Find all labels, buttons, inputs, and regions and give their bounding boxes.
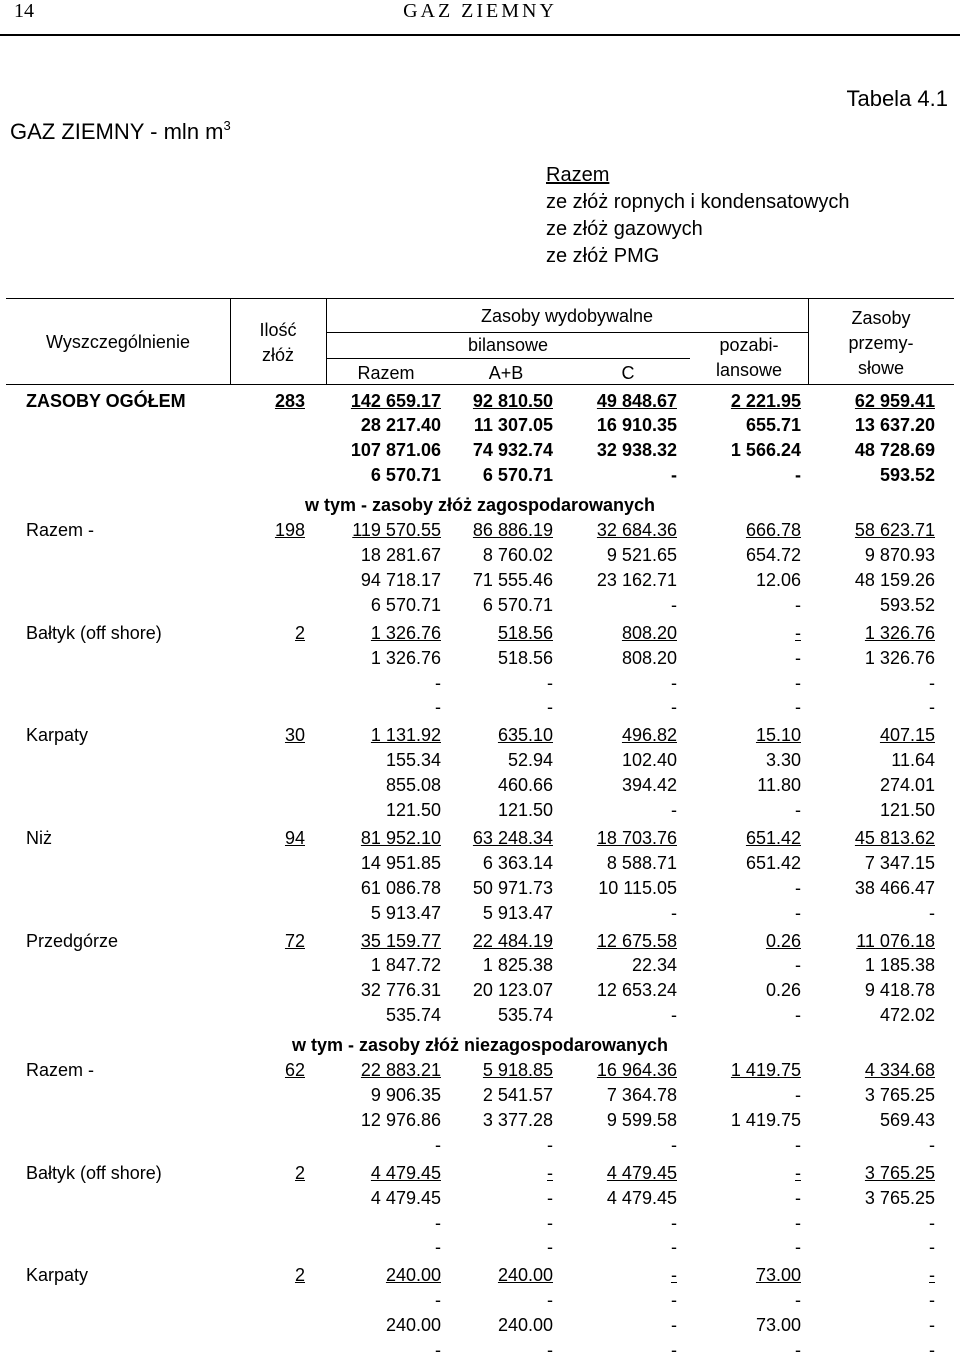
table-cell: -	[547, 1290, 553, 1311]
table-cell: 666.78	[745, 520, 801, 541]
table-cell: -	[671, 1340, 677, 1360]
header-razem: Razem	[357, 363, 415, 383]
page-number: 14	[14, 0, 34, 22]
table-cell: 4 479.45	[606, 1162, 677, 1183]
table-cell: -	[671, 1315, 677, 1336]
table-cell: 119 570.55	[352, 520, 441, 541]
table-cell: 11 307.05	[473, 415, 553, 436]
table-cell: 8 760.02	[482, 545, 553, 565]
table-cell: 94 718.17	[360, 569, 441, 590]
row-label: Bałtyk (off shore)	[26, 622, 162, 643]
table-label: Tabela 4.1	[846, 86, 948, 111]
table-cell: 22 883.21	[360, 1060, 441, 1081]
table-cell: 52.94	[507, 750, 553, 771]
table-cell: -	[795, 594, 801, 615]
table-cell: 38 466.47	[854, 877, 935, 898]
table-cell: 808.20	[621, 622, 677, 643]
table-cell: -	[795, 955, 801, 976]
table-cell: -	[547, 1340, 553, 1360]
table-cell: 274.01	[879, 775, 935, 796]
table-cell: 1 825.38	[482, 955, 553, 976]
section-heading: w tym - zasoby złóż niezagospodarowanych	[291, 1035, 669, 1056]
table-cell: 3 765.25	[864, 1187, 935, 1208]
table-cell: 3.30	[765, 750, 801, 771]
table-cell: 14 951.85	[360, 852, 441, 873]
table-cell: 635.10	[497, 725, 553, 746]
table-cell: -	[795, 465, 801, 486]
table-cell: -	[795, 1085, 801, 1105]
table-cell: -	[929, 697, 935, 718]
row-count: 2	[294, 1162, 305, 1183]
table-cell: -	[929, 1212, 935, 1233]
table-cell: -	[929, 1237, 935, 1258]
table-cell: 651.42	[745, 827, 801, 848]
table-cell: -	[795, 622, 801, 643]
row-count: 198	[274, 520, 305, 541]
table-cell: 1 419.75	[730, 1060, 801, 1081]
header-przemyslowe-line1: Zasoby	[851, 308, 911, 328]
table-cell: 48 159.26	[854, 569, 935, 590]
header-c: C	[621, 363, 635, 383]
table-cell: -	[795, 800, 801, 820]
table-cell: -	[671, 672, 677, 693]
table-cell: 62 959.41	[854, 390, 935, 411]
table-cell: 6 570.71	[482, 594, 553, 615]
table-cell: -	[795, 1290, 801, 1311]
table-cell: 58 623.71	[854, 520, 935, 541]
table-cell: 12.06	[755, 569, 801, 590]
table-cell: -	[547, 1212, 553, 1233]
row-label: Razem -	[26, 1060, 95, 1081]
table-cell: 18 703.76	[596, 827, 677, 848]
table-cell: 6 570.71	[482, 465, 553, 486]
table-cell: 102.40	[621, 750, 677, 771]
table-cell: 15.10	[755, 725, 801, 746]
table-cell: -	[795, 1340, 801, 1360]
table-cell: 13 637.20	[854, 415, 935, 436]
header-ab: A+B	[488, 363, 524, 383]
table-cell: 142 659.17	[350, 390, 441, 411]
table-cell: -	[795, 1162, 801, 1183]
table-cell: -	[795, 902, 801, 923]
table-cell: 569.43	[879, 1109, 935, 1130]
table-cell: 518.56	[497, 647, 553, 668]
table-cell: 5 913.47	[482, 902, 553, 923]
row-count: 62	[284, 1060, 305, 1081]
table-cell: 240.00	[497, 1265, 553, 1286]
table-cell: -	[929, 1340, 935, 1360]
table-cell: 3 765.25	[864, 1162, 935, 1183]
table-cell: -	[671, 465, 677, 486]
table-cell: -	[929, 1134, 935, 1155]
table-cell: 240.00	[385, 1315, 441, 1336]
table-cell: -	[671, 594, 677, 615]
table-cell: 1 326.76	[864, 647, 935, 668]
table-cell: 655.71	[745, 415, 801, 436]
table-cell: 74 932.74	[472, 440, 553, 461]
table-cell: -	[435, 1340, 441, 1360]
table-cell: 73.00	[755, 1265, 801, 1286]
table-cell: 45 813.62	[854, 827, 935, 848]
table-cell: 0.26	[765, 930, 801, 951]
table-cell: -	[795, 672, 801, 693]
table-cell: -	[795, 647, 801, 668]
row-label: Niż	[26, 827, 52, 848]
table-cell: 6 363.14	[482, 852, 553, 873]
table-cell: 9 418.78	[864, 980, 935, 1001]
table-cell: 71 555.46	[472, 569, 553, 590]
table-cell: -	[671, 1212, 677, 1233]
table-cell: 496.82	[621, 725, 677, 746]
table-cell: 518.56	[497, 622, 553, 643]
table-cell: 651.42	[745, 852, 801, 873]
table-cell: 3 377.28	[482, 1109, 553, 1130]
table-cell: -	[929, 1265, 935, 1286]
table-cell: 535.74	[385, 1005, 441, 1026]
table-cell: 2 541.57	[482, 1085, 553, 1105]
table-cell: 0.26	[765, 980, 801, 1001]
legend-line-total: Razem	[546, 164, 610, 186]
legend-line-pmg: ze złóż PMG	[546, 245, 660, 267]
table-cell: 11.64	[891, 750, 935, 771]
row-label: Przedgórze	[26, 930, 119, 951]
table-cell: 4 334.68	[864, 1060, 935, 1081]
table-cell: 121.50	[385, 800, 441, 820]
table-cell: 6 570.71	[370, 594, 441, 615]
row-count: 2	[294, 622, 305, 643]
table-cell: -	[435, 1290, 441, 1311]
table-cell: -	[671, 1134, 677, 1155]
table-cell: 855.08	[385, 775, 441, 796]
table-cell: 7 347.15	[864, 852, 935, 873]
table-cell: -	[435, 672, 441, 693]
row-label: Karpaty	[26, 725, 89, 746]
table-cell: 6 570.71	[370, 465, 441, 486]
row-count: 94	[284, 827, 305, 848]
table-cell: 22 484.19	[472, 930, 553, 951]
table-cell: -	[547, 697, 553, 718]
header-pozabilansowe-line2: lansowe	[715, 360, 783, 380]
row-label: Bałtyk (off shore)	[26, 1162, 162, 1183]
table-cell: 460.66	[497, 775, 553, 796]
legend-line-oil: ze złóż ropnych i kondensatowych	[546, 191, 850, 213]
table-cell: 11 076.18	[856, 930, 935, 951]
table-cell: 407.15	[879, 725, 935, 746]
table-cell: 3 765.25	[864, 1085, 935, 1105]
table-cell: 240.00	[385, 1265, 441, 1286]
table-cell: -	[795, 1134, 801, 1155]
table-cell: 7 364.78	[606, 1085, 677, 1105]
table-cell: 23 162.71	[596, 569, 677, 590]
table-cell: 61 086.78	[360, 877, 441, 898]
table-cell: 12 976.86	[360, 1109, 441, 1130]
table-cell: 4 479.45	[606, 1187, 677, 1208]
table-cell: -	[435, 1237, 441, 1258]
table-cell: 654.72	[745, 545, 801, 565]
legend-line-gas: ze złóż gazowych	[546, 218, 703, 240]
table-cell: 5 918.85	[482, 1060, 553, 1081]
table-cell: 86 886.19	[472, 520, 553, 541]
table-cell: 9 599.58	[606, 1109, 677, 1130]
page-title-text: GAZ ZIEMNY - mln m	[10, 119, 224, 144]
table-cell: 49 848.67	[596, 390, 677, 411]
table-cell: 28 217.40	[360, 415, 441, 436]
table-cell: 1 326.76	[370, 622, 441, 643]
table-cell: 32 684.36	[596, 520, 677, 541]
header-bilansowe: bilansowe	[467, 335, 549, 355]
table-cell: 1 326.76	[864, 622, 935, 643]
row-label: ZASOBY OGÓŁEM	[26, 390, 186, 411]
table-cell: 48 728.69	[854, 440, 935, 461]
table-cell: 121.50	[879, 800, 935, 820]
page-title-superscript: 3	[223, 118, 231, 133]
table-cell: 1 419.75	[730, 1109, 801, 1130]
table-cell: -	[435, 1212, 441, 1233]
header-przemyslowe-line3: słowe	[857, 358, 905, 378]
table-cell: 11.80	[757, 775, 801, 796]
table-cell: -	[929, 672, 935, 693]
row-count: 72	[284, 930, 305, 951]
table-cell: 92 810.50	[472, 390, 553, 411]
table-cell: 35 159.77	[360, 930, 441, 951]
header-wyszczegolnienie: Wyszczególnienie	[46, 332, 190, 352]
table-cell: 32 938.32	[596, 440, 677, 461]
table-cell: -	[795, 1212, 801, 1233]
table-cell: 1 847.72	[370, 955, 441, 976]
table-cell: 1 326.76	[370, 647, 441, 668]
table-cell: 107 871.06	[350, 440, 441, 461]
table-cell: -	[547, 1187, 553, 1208]
table-cell: -	[795, 1005, 801, 1026]
table-cell: 4 479.45	[370, 1187, 441, 1208]
table-cell: 2 221.95	[730, 390, 801, 411]
table-cell: -	[929, 902, 935, 923]
table-cell: 16 964.36	[596, 1060, 677, 1081]
table-cell: 535.74	[497, 1005, 553, 1026]
table-cell: -	[929, 1315, 935, 1336]
table-cell: -	[795, 1237, 801, 1258]
table-cell: 808.20	[621, 647, 677, 668]
table-cell: 9 870.93	[864, 545, 935, 565]
table-cell: 155.34	[385, 750, 441, 771]
table-cell: -	[671, 800, 677, 820]
table-cell: 16 910.35	[596, 415, 677, 436]
row-count: 283	[274, 390, 305, 411]
header-pozabilansowe-line1: pozabi-	[719, 335, 779, 355]
row-count: 30	[284, 725, 305, 746]
table-cell: -	[671, 1290, 677, 1311]
table-cell: -	[795, 877, 801, 898]
table-cell: -	[671, 902, 677, 923]
table-cell: -	[547, 672, 553, 693]
table-cell: -	[929, 1290, 935, 1311]
table-cell: 9 906.35	[370, 1085, 441, 1105]
table-cell: -	[435, 697, 441, 718]
table-cell: 1 566.24	[730, 440, 801, 461]
table-cell: -	[547, 1162, 553, 1183]
section-heading: w tym - zasoby złóż zagospodarowanych	[304, 495, 656, 516]
table-cell: -	[671, 1005, 677, 1026]
table-cell: -	[435, 1134, 441, 1155]
row-label: Razem -	[26, 520, 95, 541]
table-cell: -	[671, 1265, 677, 1286]
header-ilosc-line2: złóż	[261, 345, 294, 365]
table-cell: -	[547, 1237, 553, 1258]
table-cell: 1 185.38	[864, 955, 935, 976]
table-cell: -	[795, 697, 801, 718]
table-cell: 4 479.45	[370, 1162, 441, 1183]
table-cell: 32 776.31	[360, 980, 441, 1001]
table-cell: 10 115.05	[598, 877, 677, 898]
row-label: Karpaty	[26, 1265, 89, 1286]
header-zasoby-wydobywalne: Zasoby wydobywalne	[480, 306, 654, 326]
table-cell: 22.34	[631, 955, 677, 976]
table-cell: 12 675.58	[596, 930, 677, 951]
table-cell: -	[671, 1237, 677, 1258]
table-cell: 12 653.24	[596, 980, 677, 1001]
table-cell: 50 971.73	[472, 877, 553, 898]
table-cell: 63 248.34	[472, 827, 553, 848]
table-cell: 8 588.71	[606, 852, 677, 873]
table-cell: 73.00	[755, 1315, 801, 1336]
table-cell: 240.00	[497, 1315, 553, 1336]
table-cell: 121.50	[497, 800, 553, 820]
table-cell: 593.52	[879, 594, 935, 615]
table-cell: -	[671, 697, 677, 718]
table-cell: 5 913.47	[370, 902, 441, 923]
table-cell: 394.42	[621, 775, 677, 796]
table-cell: 593.52	[879, 465, 935, 486]
header-przemyslowe-line2: przemy-	[848, 333, 914, 353]
table-cell: 1 131.92	[370, 725, 441, 746]
table-cell: -	[795, 1187, 801, 1208]
table-cell: 9 521.65	[606, 545, 677, 565]
row-count: 2	[294, 1265, 305, 1286]
table-cell: -	[547, 1134, 553, 1155]
running-title: GAZ ZIEMNY	[403, 0, 557, 22]
table-cell: 472.02	[879, 1005, 935, 1026]
table-cell: 18 281.67	[360, 545, 441, 565]
header-ilosc-line1: Ilość	[259, 320, 297, 340]
table-cell: 20 123.07	[472, 980, 553, 1001]
table-cell: 81 952.10	[360, 827, 441, 848]
